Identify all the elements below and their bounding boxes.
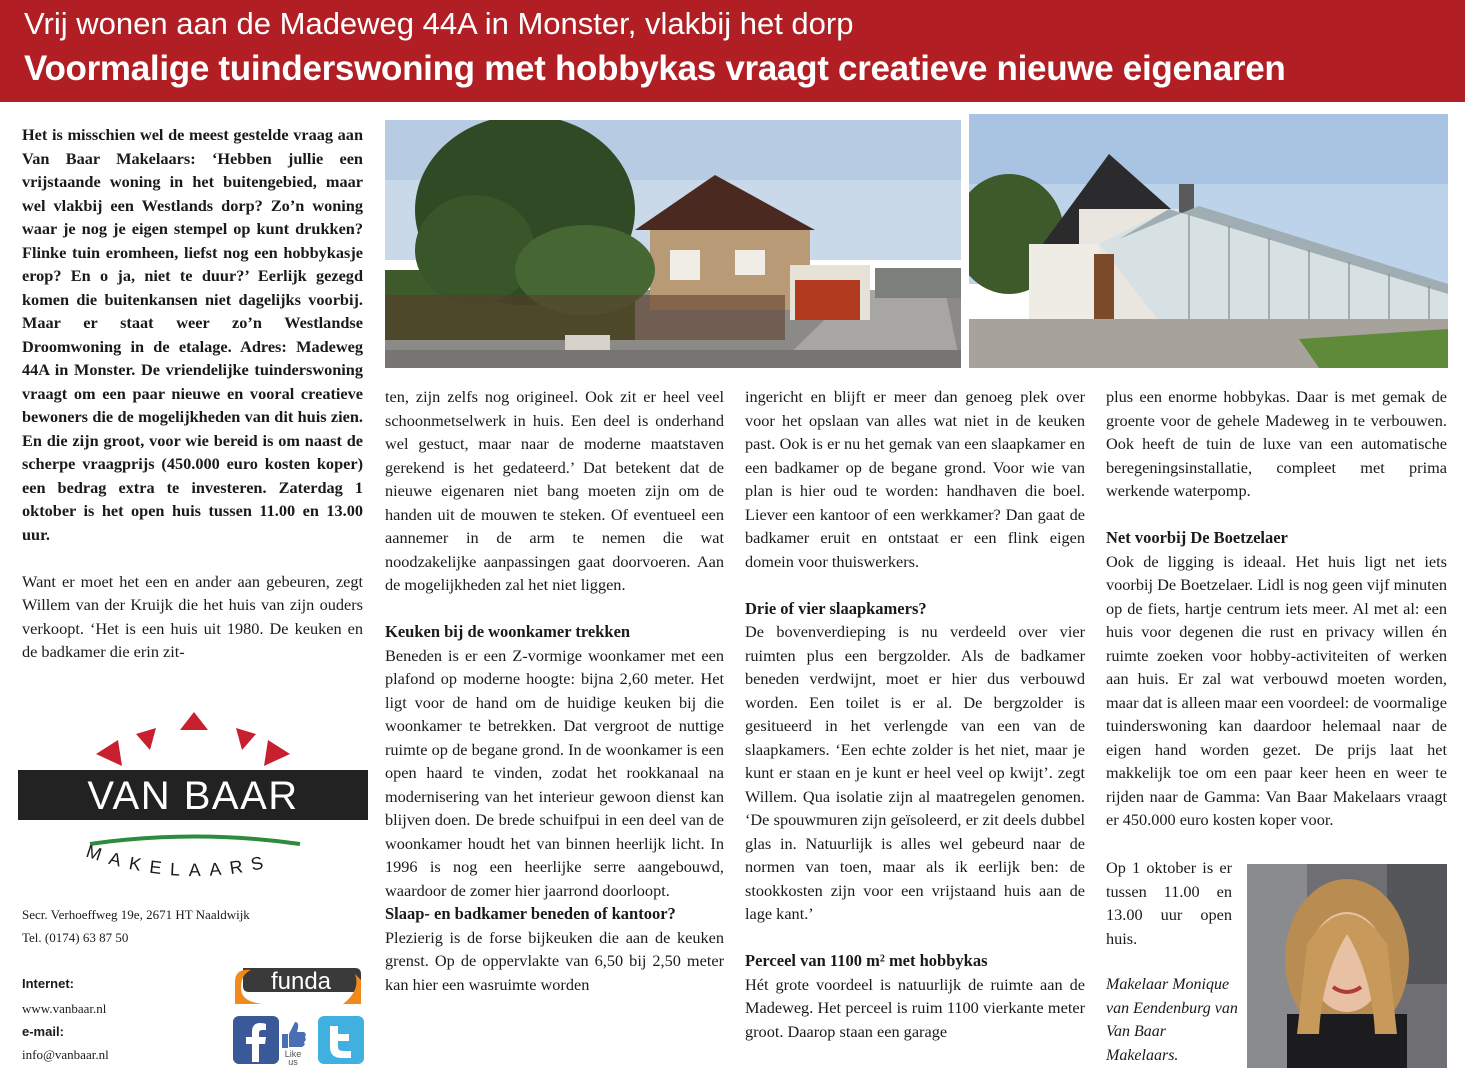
facebook-icon[interactable] bbox=[233, 1016, 279, 1064]
photo-caption: Makelaar Monique van Eendenburg van Van Baar Makelaars. bbox=[1106, 976, 1238, 1064]
twitter-icon[interactable] bbox=[318, 1016, 364, 1064]
intro-paragraph: Het is misschien wel de meest gestelde vraag aan Van Baar Makelaars: ‘Hebben jullie een vrijstaande woning in het buitengebied, maar wel vlakbij een Westlands dorp? Zo’n woning waar je nog je eigen stempel op kunt drukken? Flinke tuin eromheen, liefst nog een hobbykasje erop? En o ja, niet te duur?’ Eerlijk gezegd komen die buitenkansen niet dagelijks voorbij. Maar er staat weer zo’n Westlandse Droomwoning in de etalage. Adres: Madeweg 44A in Monster. De vriendelijke tuinderswoning vraagt om een paar nieuwe en vooral creatieve bewoners die de mogelijkheden van dit huis zien. En die zijn groot, voor wie bereid is om naast de scherpe vraagprijs (450.000 euro kosten koper) een bedrag extra te investeren. Zaterdag 1 oktober is het open huis tussen 11.00 en 13.00 uur. bbox=[22, 125, 363, 544]
body-paragraph: Op 1 oktober is er tussen 11.00 en 13.00 uur open huis. bbox=[1106, 858, 1232, 948]
svg-text:funda: funda bbox=[270, 968, 332, 995]
body-paragraph: Beneden is er een Z-vormige woonkamer met een plafond op moderne hoogte: bijna 2,60 meter. Het ligt voor de hand om de huidige keuken bij die woonkamer te betrekken. Dat vergroot de nuttige ruimte op de begane grond. In de woonkamer is een open haard te vinden, zodat het rookkanaal na modernisering van het interieur gewoon dienst kan blijven doen. De brede schuifpui in een deel van de woonkamer houdt het van binnen heerlijk licht. In 1996 is nog een heerlijke serre aangebouwd, waardoor de zomer hier jaarrond doorloopt. bbox=[385, 645, 724, 900]
column-3 bbox=[745, 385, 1085, 1070]
svg-text:MAKELAARS: MAKELAARS bbox=[83, 841, 274, 881]
body-paragraph: Want er moet het een en ander aan gebeuren, zegt Willem van der Kruijk die het huis van zijn ouders verkoopt. ‘Het is een huis uit 1980. De keuken en de badkamer die erin zit- bbox=[22, 571, 363, 661]
body-paragraph: De bovenverdieping is nu verdeeld over vier ruimten plus een bergzolder. Als de badkamer beneden verdwijnt, moet er hier dus verbouwd worden. Een toilet is er al. De bergzolder is gesitueerd in het verlengde van een van de slaapkamers. ‘Een echte zolder is het niet, maar je kunt er staan en je kunt er heel veel op kwijt’. zegt Willem. Qua isolatie zijn al maatregelen genomen. ‘De spouwmuren zijn geïsoleerd, er zit deels dubbel glas in. Natuurlijk is alles wel gebeurd naar de normen van toen, maar als ik eerlijk ben: de stookkosten zijn voor een vrijstaand huis aan de lage kant.’ bbox=[745, 622, 1085, 923]
subheading: Drie of vier slaapkamers? bbox=[745, 598, 927, 618]
open-house-note bbox=[1106, 856, 1232, 956]
body-paragraph: ten, zijn zelfs nog origineel. Ook zit er heel veel schoonmetselwerk in huis. Een deel is onderhand wel gestuct, maar naar de moderne maatstaven gerekend is het gedateerd.’ Dat betekent dat de nieuwe eigenaren niet bang moeten zijn om de handen uit de mouwen te steken. Of eventueel een aannemer in de arm te nemen die wat noodzakelijke aanpassingen gaat doorvoeren. Aan de mogelijkheden zal het niet liggen. bbox=[385, 387, 724, 594]
subheading: Perceel van 1100 m² met hobbykas bbox=[745, 951, 988, 970]
column-1 bbox=[22, 123, 363, 693]
body-paragraph: Plezierig is de forse bijkeuken die aan de keuken grenst. Op de oppervlakte van 6,50 bij 2,50 meter kan hier een wasruimte worden bbox=[385, 927, 724, 994]
house-photo bbox=[385, 120, 961, 368]
internet-label: Internet: bbox=[22, 976, 74, 991]
column-4 bbox=[1106, 385, 1447, 860]
subheading: Slaap- en badkamer beneden of kantoor? bbox=[385, 904, 676, 923]
contact-address: Secr. Verhoeffweg 19e, 2671 HT Naaldwijk bbox=[22, 907, 250, 922]
logo-name: VAN BAAR bbox=[87, 774, 299, 818]
body-paragraph: ingericht en blijft er meer dan genoeg plek over voor het opslaan van alles wat niet in de keuken past. Ook is er nu het gemak van een slaapkamer en een badkamer op de begane grond. Voor wie van plan is hier oud te worden: handhaven die boel. Liever een kantoor of een werkkamer? Dan gaat de badkamer eruit en ontstaat er een flink eigen domein voor thuiswerkers. bbox=[745, 387, 1085, 571]
body-paragraph: plus een enorme hobbykas. Daar is met gemak de groente voor de gehele Madeweg in te verbouwen. Ook heeft de tuin de luxe van een automatische beregeningsinstallatie, compleet met prima werkende waterpomp. bbox=[1106, 387, 1447, 500]
funda-logo-icon[interactable] bbox=[233, 964, 363, 1006]
article-headline: Voormalige tuinderswoning met hobbykas vraagt creatieve nieuwe eigenaren bbox=[24, 49, 1286, 88]
like-us-icon[interactable] bbox=[278, 1016, 308, 1066]
logo-subtitle bbox=[80, 834, 310, 889]
svg-text:us: us bbox=[288, 1057, 298, 1066]
subheading: Net voorbij De Boetzelaer bbox=[1106, 528, 1288, 547]
article-kicker: Vrij wonen aan de Madeweg 44A in Monster, vlakbij het dorp bbox=[24, 6, 854, 41]
email-link[interactable]: info@vanbaar.nl bbox=[22, 1047, 109, 1062]
contact-phone: Tel. (0174) 63 87 50 bbox=[22, 930, 129, 945]
svg-text:Like: Like bbox=[284, 1049, 302, 1059]
website-link[interactable]: www.vanbaar.nl bbox=[22, 1001, 107, 1016]
body-paragraph: Ook de ligging is ideaal. Het huis ligt net iets voorbij De Boetzelaer. Lidl is nog geen vijf minuten op de fiets, hartje centrum iets meer. Al met al: een huis voor degenen die rust en privacy willen én ruimte zoeken voor hobby-activiteiten of werken aan huis. Er zal wat verbouwd moeten worden, maar dat is alleen maar een voordeel: de voormalige tuinderswoning kan daardoor helemaal naar de eigen hand worden gezet. De prijs laat het makkelijk toe om een paar keer heen en weer te rijden naar de Gamma: Van Baar Makelaars vraagt er 450.000 euro kosten koper voor. bbox=[1106, 551, 1447, 829]
greenhouse-photo bbox=[969, 114, 1448, 368]
logo-roof-icon bbox=[18, 706, 368, 770]
email-label: e-mail: bbox=[22, 1024, 64, 1039]
van-baar-logo bbox=[18, 706, 368, 886]
body-paragraph: Hét grote voordeel is natuurlijk de ruimte aan de Madeweg. Het perceel is ruim 1100 vierkante meter groot. Daarop staan een garage bbox=[745, 974, 1085, 1041]
subheading: Keuken bij de woonkamer trekken bbox=[385, 622, 631, 641]
article-header bbox=[0, 0, 1465, 102]
column-2 bbox=[385, 385, 724, 1070]
portrait-photo bbox=[1247, 864, 1447, 1068]
